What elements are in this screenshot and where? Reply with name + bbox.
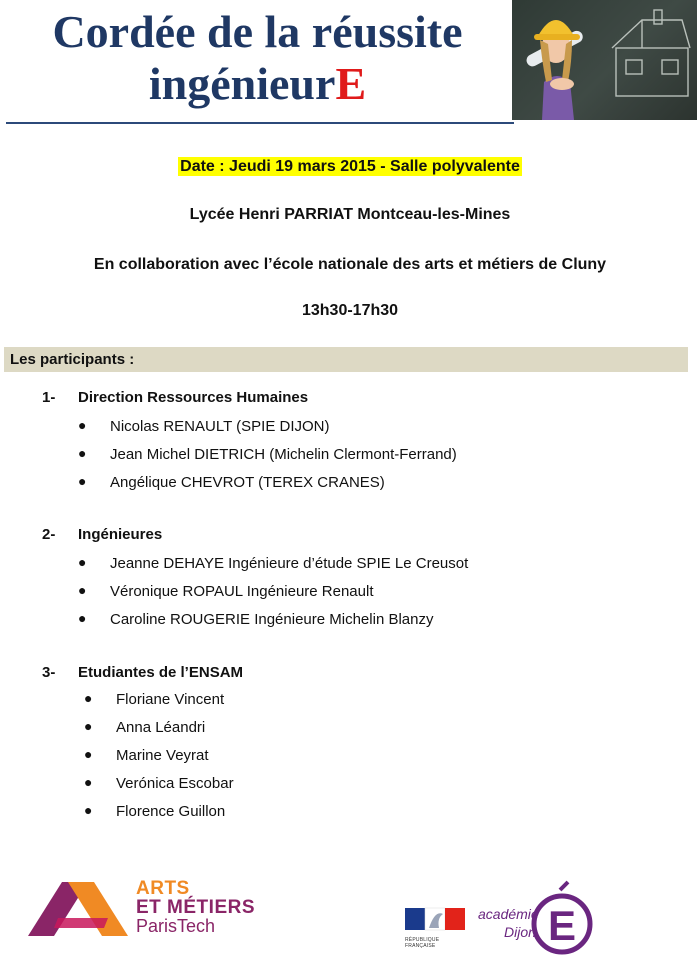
academie-dijon-logo (478, 880, 608, 960)
arts-et-metiers-emblem-icon (28, 878, 132, 940)
event-date (0, 158, 700, 176)
bullet-icon: ● (78, 473, 87, 489)
group-title-1 (42, 389, 308, 406)
arts-et-metiers-text-2: ET MÉTIERS (136, 897, 256, 918)
group-label: Ingénieures (78, 526, 163, 543)
arts-et-metiers-text-3: ParisTech (136, 916, 216, 936)
title-line-2-main: ingénieur (148, 58, 336, 109)
participants-heading: Les participants : (4, 347, 688, 372)
group-number: 3- (42, 664, 56, 681)
title-line-2 (0, 58, 515, 110)
bullet-icon: ● (84, 802, 93, 818)
event-venue: Lycée Henri PARRIAT Montceau-les-Mines (189, 206, 511, 223)
group-number: 1- (42, 389, 56, 406)
svg-text:E: E (547, 902, 577, 949)
header-photo (512, 0, 697, 120)
bullet-icon: ● (84, 774, 93, 790)
academie-text-2: Dijon (504, 924, 536, 940)
bullet-icon: ● (84, 690, 93, 706)
republique-francaise-logo (405, 906, 467, 949)
page-title (0, 6, 515, 110)
arts-et-metiers-logo (28, 878, 278, 940)
arts-et-metiers-text-1: ARTS (136, 878, 190, 899)
bullet-icon: ● (78, 610, 87, 626)
bullet-icon: ● (78, 554, 87, 570)
french-flag-marianne-icon (405, 906, 467, 936)
group-title-2 (42, 526, 162, 543)
bullet-icon: ● (84, 746, 93, 762)
group-number: 2- (42, 526, 56, 543)
title-line-1: Cordée de la réussite (52, 6, 463, 57)
academie-e-emblem-icon (530, 880, 594, 960)
group-title-3 (42, 664, 243, 681)
event-collaboration: En collaboration avec l’école nationale des arts et métiers de Cluny (93, 256, 607, 273)
academie-text-1: académie (478, 906, 539, 922)
event-hours: 13h30-17h30 (301, 302, 399, 319)
group-label: Etudiantes de l’ENSAM (78, 664, 244, 681)
group-label: Direction Ressources Humaines (78, 389, 309, 406)
bullet-icon: ● (78, 417, 87, 433)
republique-text: RÉPUBLIQUE FRANÇAISE (405, 937, 440, 949)
event-date-text: Date : Jeudi 19 mars 2015 - Salle polyvalente (180, 158, 520, 175)
bullet-icon: ● (84, 718, 93, 734)
title-underline (6, 122, 514, 124)
bullet-icon: ● (78, 445, 87, 461)
chalkboard-girl-illustration (512, 0, 697, 120)
title-line-2-accent: E (335, 58, 367, 109)
bullet-icon: ● (78, 582, 87, 598)
